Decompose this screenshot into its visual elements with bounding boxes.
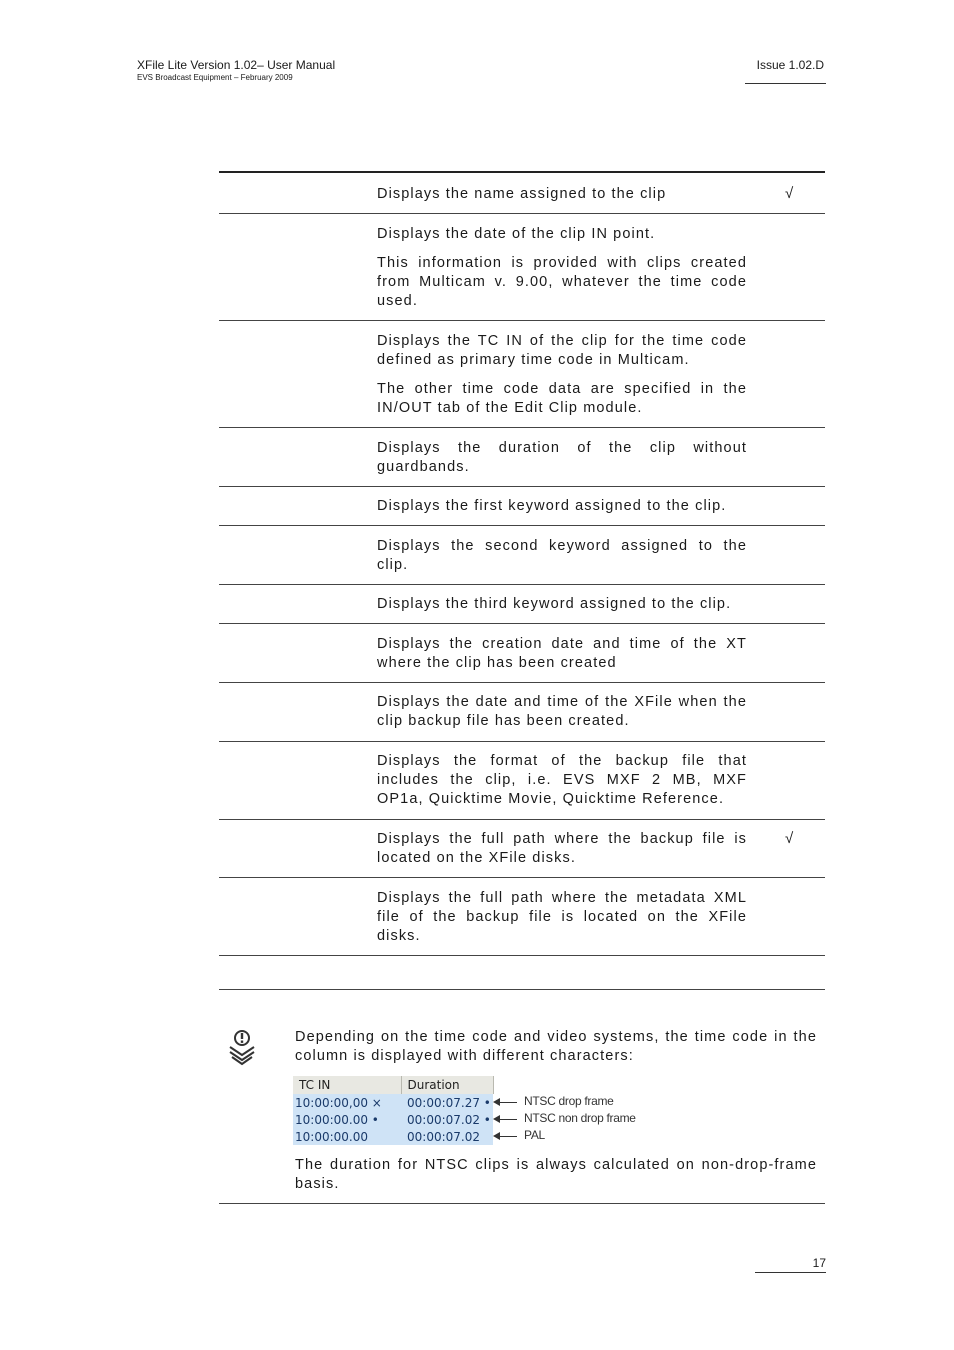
footer-rule (755, 1272, 826, 1273)
header-rule (745, 83, 826, 84)
tc-in-cell: 10:00:00.00 (293, 1128, 401, 1145)
table-row (293, 1111, 493, 1128)
row-description: Displays the creation date and time of the XT where the clip has been created (377, 636, 747, 671)
table-row (219, 428, 825, 487)
duration-cell: 00:00:07.02 • (401, 1111, 493, 1128)
row-description: Displays the full path where the backup file is located on the XFile disks. (377, 831, 747, 866)
row-description: Displays the TC IN of the clip for the time code defined as primary time code in Multicam. (377, 333, 747, 368)
table-row (293, 1094, 493, 1111)
note-icon (224, 1028, 260, 1066)
row-description: Displays the full path where the metadata XML file of the backup file is located on the XFile disks. (377, 890, 747, 944)
table-row (219, 742, 825, 820)
row-description: Displays the first keyword assigned to the clip. (377, 498, 727, 514)
tc-in-cell: 10:00:00,00 × (293, 1094, 401, 1111)
table-row (219, 173, 825, 214)
legend-label: NTSC non drop frame (524, 1111, 636, 1125)
row-description: The other time code data are specified in the IN/OUT tab of the Edit Clip module. (377, 381, 747, 416)
table-row (219, 878, 825, 956)
note-top-rule (219, 989, 825, 990)
table-row (219, 214, 825, 321)
page-number: 17 (812, 1256, 826, 1270)
table-row (219, 820, 825, 878)
note-footer-text: The duration for NTSC clips is always calculated on non-drop-frame basis. (295, 1157, 817, 1192)
issue-label: Issue 1.02.D (756, 58, 824, 72)
row-description: Displays the name assigned to the clip (377, 186, 667, 202)
row-description: Displays the duration of the clip without guardbands. (377, 440, 747, 475)
note-text: Depending on the time code and video systems, the time code in the column is displayed with different characters: (295, 1029, 817, 1064)
legend-label: NTSC drop frame (524, 1094, 614, 1108)
duration-cell: 00:00:07.02 (401, 1128, 493, 1145)
row-description: Displays the second keyword assigned to the clip. (377, 538, 747, 573)
row-description: Displays the date of the clip IN point. (377, 226, 656, 242)
table-row (219, 321, 825, 428)
check-mark: √ (785, 830, 794, 847)
tc-in-header: TC IN (293, 1076, 401, 1094)
manual-title: XFile Lite Version 1.02– User Manual (137, 58, 336, 72)
table-row (219, 487, 825, 526)
row-description: Displays the third keyword assigned to the clip. (377, 596, 732, 612)
duration-cell: 00:00:07.27 • (401, 1094, 493, 1111)
table-row (219, 683, 825, 742)
table-row (293, 1128, 493, 1145)
row-description: This information is provided with clips created from Multicam v. 9.00, whatever the time code used. (377, 255, 747, 309)
row-description: Displays the format of the backup file that includes the clip, i.e. EVS MXF 2 MB, MXF OP1a, Quicktime Movie, Quicktime Reference. (377, 753, 747, 807)
table-row (219, 526, 825, 585)
field-description-table (219, 171, 825, 956)
check-mark: √ (785, 185, 794, 202)
duration-header: Duration (401, 1076, 493, 1094)
row-description: Displays the date and time of the XFile when the clip backup file has been created. (377, 694, 747, 729)
manual-subtitle: EVS Broadcast Equipment – February 2009 (137, 73, 293, 82)
note-bottom-rule (219, 1203, 825, 1204)
tc-in-cell: 10:00:00.00 • (293, 1111, 401, 1128)
table-row (219, 585, 825, 624)
page-header (137, 58, 335, 83)
legend-label: PAL (524, 1128, 545, 1142)
table-row (219, 624, 825, 683)
timecode-example-table (293, 1076, 494, 1145)
